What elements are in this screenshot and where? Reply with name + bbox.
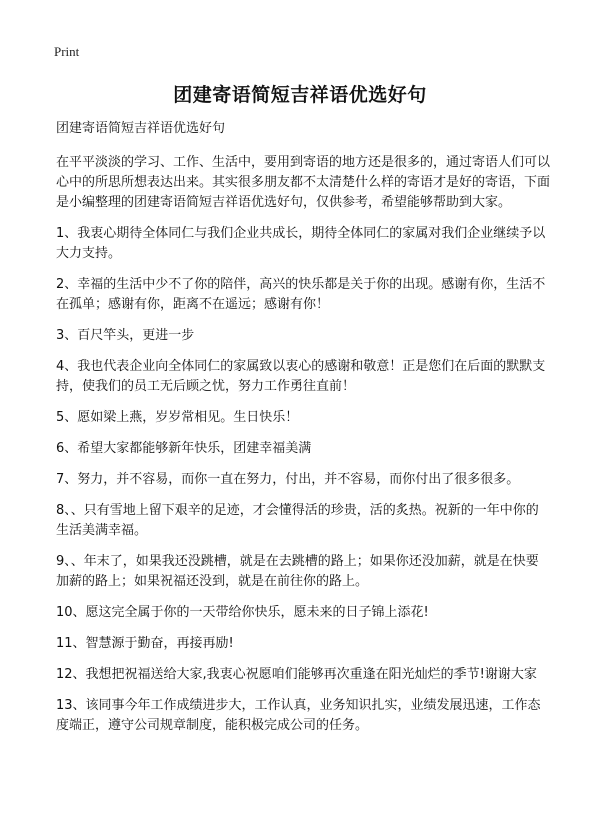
print-link[interactable]: Print xyxy=(54,44,80,59)
list-item: 4、我也代表企业向全体同仁的家属致以衷心的感谢和敬意！正是您们在后面的默默支持，使我们的员工无后顾之忧，努力工作勇往直前！ xyxy=(56,359,546,394)
list-item: 12、我想把祝福送给大家,我衷心祝愿咱们能够再次重逢在阳光灿烂的季节!谢谢大家 xyxy=(56,667,537,682)
list-item: 1、我衷心期待全体同仁与我们企业共成长，期待全体同仁的家属对我们企业继续予以大力支持。 xyxy=(56,226,546,261)
list-item: 3、百尺竿头，更进一步 xyxy=(56,328,195,343)
list-item: 8、、只有雪地上留下艰辛的足迹，才会懂得活的珍贵，活的炙热。祝新的一年中你的生活美满幸福。 xyxy=(56,503,539,538)
article-body xyxy=(56,119,550,747)
list-item: 7、努力，并不容易，而你一直在努力，付出，并不容易，而你付出了很多很多。 xyxy=(56,472,520,487)
list-item: 2、幸福的生活中少不了你的陪伴，高兴的快乐都是关于你的出现。感谢有你，生活不在孤单；感谢有你，距离不在遥远；感谢有你！ xyxy=(56,277,546,312)
article-intro: 在平平淡淡的学习、工作、生活中，要用到寄语的地方还是很多的，通过寄语人们可以心中的所思所想表达出来。其实很多朋友都不太清楚什么样的寄语才是好的寄语，下面是小编整理的团建寄语简短吉祥语优选好句，仅供参考，希望能够帮助到大家。 xyxy=(56,155,551,210)
list-item: 5、愿如梁上燕，岁岁常相见。生日快乐！ xyxy=(56,410,299,425)
page-title: 团建寄语简短吉祥语优选好句 xyxy=(173,84,427,106)
list-item: 6、希望大家都能够新年快乐，团建幸福美满 xyxy=(56,441,312,456)
list-item: 13、该同事今年工作成绩进步大，工作认真，业务知识扎实，业绩发展迅速，工作态度端正，遵守公司规章制度，能积极完成公司的任务。 xyxy=(56,698,541,733)
article-subtitle: 团建寄语简短吉祥语优选好句 xyxy=(56,121,226,136)
list-item: 11、智慧源于勤奋，再接再励! xyxy=(56,636,234,651)
list-item: 10、愿这完全属于你的一天带给你快乐，愿未来的日子锦上添花! xyxy=(56,605,429,620)
list-item: 9、、年末了，如果我还没跳槽，就是在去跳槽的路上；如果你还没加薪，就是在快要加薪的路上；如果祝福还没到，就是在前往你的路上。 xyxy=(56,554,539,589)
